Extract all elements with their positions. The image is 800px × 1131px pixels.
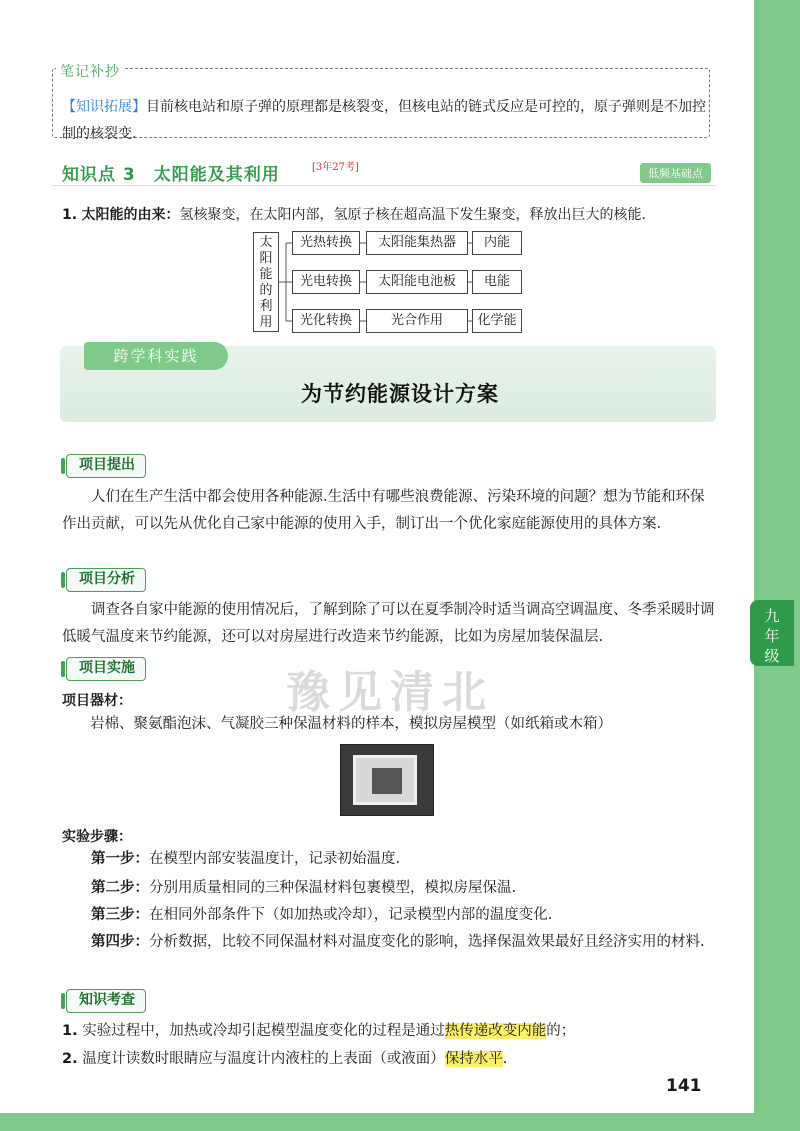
practice-title: 为节约能源设计方案 bbox=[301, 382, 499, 406]
knowledge-point-title: 知识点 3 太阳能及其利用 bbox=[62, 165, 280, 185]
section-proposal-tag: 项目提出 bbox=[66, 454, 146, 478]
knowledge-point-badge: 低频基础点 bbox=[640, 163, 711, 183]
practice-tag: 跨学科实践 bbox=[84, 342, 228, 370]
item-1 bbox=[62, 204, 646, 224]
diagram-method-1: 光热转换 bbox=[292, 231, 360, 255]
knowledge-point-exam-note: [3年27考] bbox=[312, 162, 359, 173]
quiz-item-2-after: . bbox=[502, 1051, 508, 1067]
section-analysis-tag: 项目分析 bbox=[66, 568, 146, 592]
grade-tab: 九年级 bbox=[750, 600, 794, 666]
step-2-label: 第二步： bbox=[91, 880, 149, 896]
quiz-item-2-answer: 保持水平 bbox=[444, 1051, 503, 1067]
quiz-item-2-before: 温度计读数时眼睛应与温度计内液柱的上表面（或液面） bbox=[82, 1051, 445, 1067]
quiz-item-2-number: 2. bbox=[62, 1051, 78, 1067]
note-label: 笔记补抄 bbox=[56, 61, 124, 81]
step-1 bbox=[62, 846, 716, 873]
step-2-text: 分别用质量相同的三种保温材料包裹模型，模拟房屋保温. bbox=[149, 880, 517, 896]
note-tag: 【知识拓展】 bbox=[62, 99, 146, 115]
step-1-text: 在模型内部安装温度计，记录初始温度. bbox=[149, 851, 401, 867]
materials-label: 项目器材： bbox=[62, 693, 132, 709]
section-implementation-tag: 项目实施 bbox=[66, 657, 146, 681]
diagram-device-2: 太阳能电池板 bbox=[366, 270, 468, 294]
step-4 bbox=[62, 929, 716, 956]
diagram-result-1: 内能 bbox=[472, 231, 522, 255]
step-3 bbox=[62, 902, 716, 929]
quiz-item-1 bbox=[62, 1020, 575, 1042]
step-2 bbox=[62, 875, 716, 902]
step-4-label: 第四步： bbox=[91, 934, 149, 950]
step-3-text: 在相同外部条件下（如加热或冷却），记录模型内部的温度变化. bbox=[149, 907, 553, 923]
diagram-method-2: 光电转换 bbox=[292, 270, 360, 294]
page-green-bottom bbox=[0, 1113, 800, 1131]
quiz-item-1-number: 1. bbox=[62, 1023, 78, 1039]
section-analysis-text: 调查各自家中能源的使用情况后，了解到除了可以在夏季制冷时适当调高空调温度、冬季采暖时调低暖气温度来节约能源，还可以对房屋进行改造来节约能源，比如为房屋加装保温层. bbox=[62, 602, 715, 645]
diagram-device-1: 太阳能集热器 bbox=[366, 231, 468, 255]
quiz-item-2 bbox=[62, 1048, 507, 1070]
page-green-margin bbox=[754, 0, 800, 1131]
note-text bbox=[62, 94, 706, 148]
steps-label: 实验步骤： bbox=[62, 829, 132, 845]
materials-text: 岩棉、聚氨酯泡沫、气凝胶三种保温材料的样本，模拟房屋模型（如纸箱或木箱） bbox=[90, 716, 612, 732]
item-1-number: 1. bbox=[62, 207, 78, 223]
note-body: 目前核电站和原子弹的原理都是核裂变，但核电站的链式反应是可控的，原子弹则是不加控制的核裂变. bbox=[62, 99, 706, 142]
model-box-photo bbox=[340, 744, 434, 816]
diagram-method-3: 光化转换 bbox=[292, 309, 360, 333]
diagram-device-3: 光合作用 bbox=[366, 309, 468, 333]
model-box-photo-opening bbox=[372, 768, 402, 794]
quiz-item-1-answer: 热传递改变内能 bbox=[444, 1023, 547, 1039]
section-quiz-tag: 知识考查 bbox=[66, 989, 146, 1013]
section-proposal-text: 人们在生产生活中都会使用各种能源.生活中有哪些浪费能源、污染环境的问题？想为节能和环保作出贡献，可以先从优化自己家中能源的使用入手，制订出一个优化家庭能源使用的具体方案. bbox=[62, 489, 705, 532]
model-box-photo-frame bbox=[353, 755, 417, 805]
page-number: 141 bbox=[666, 1076, 702, 1096]
diagram-result-2: 电能 bbox=[472, 270, 522, 294]
diagram-root: 太阳能的利用 bbox=[253, 232, 279, 332]
item-1-text: 氢核聚变，在太阳内部，氢原子核在超高温下发生聚变，释放出巨大的核能. bbox=[179, 207, 646, 223]
item-1-label: 太阳能的由来： bbox=[81, 207, 180, 223]
watermark: 豫见清北 bbox=[286, 667, 494, 718]
quiz-item-1-before: 实验过程中，加热或冷却引起模型温度变化的过程是通过 bbox=[82, 1023, 445, 1039]
step-4-text: 分析数据，比较不同保温材料对温度变化的影响，选择保温效果最好且经济实用的材料. bbox=[149, 934, 705, 950]
step-1-label: 第一步： bbox=[91, 851, 149, 867]
step-3-label: 第三步： bbox=[91, 907, 149, 923]
quiz-item-1-after: 的； bbox=[546, 1023, 576, 1039]
diagram-result-3: 化学能 bbox=[472, 309, 522, 333]
